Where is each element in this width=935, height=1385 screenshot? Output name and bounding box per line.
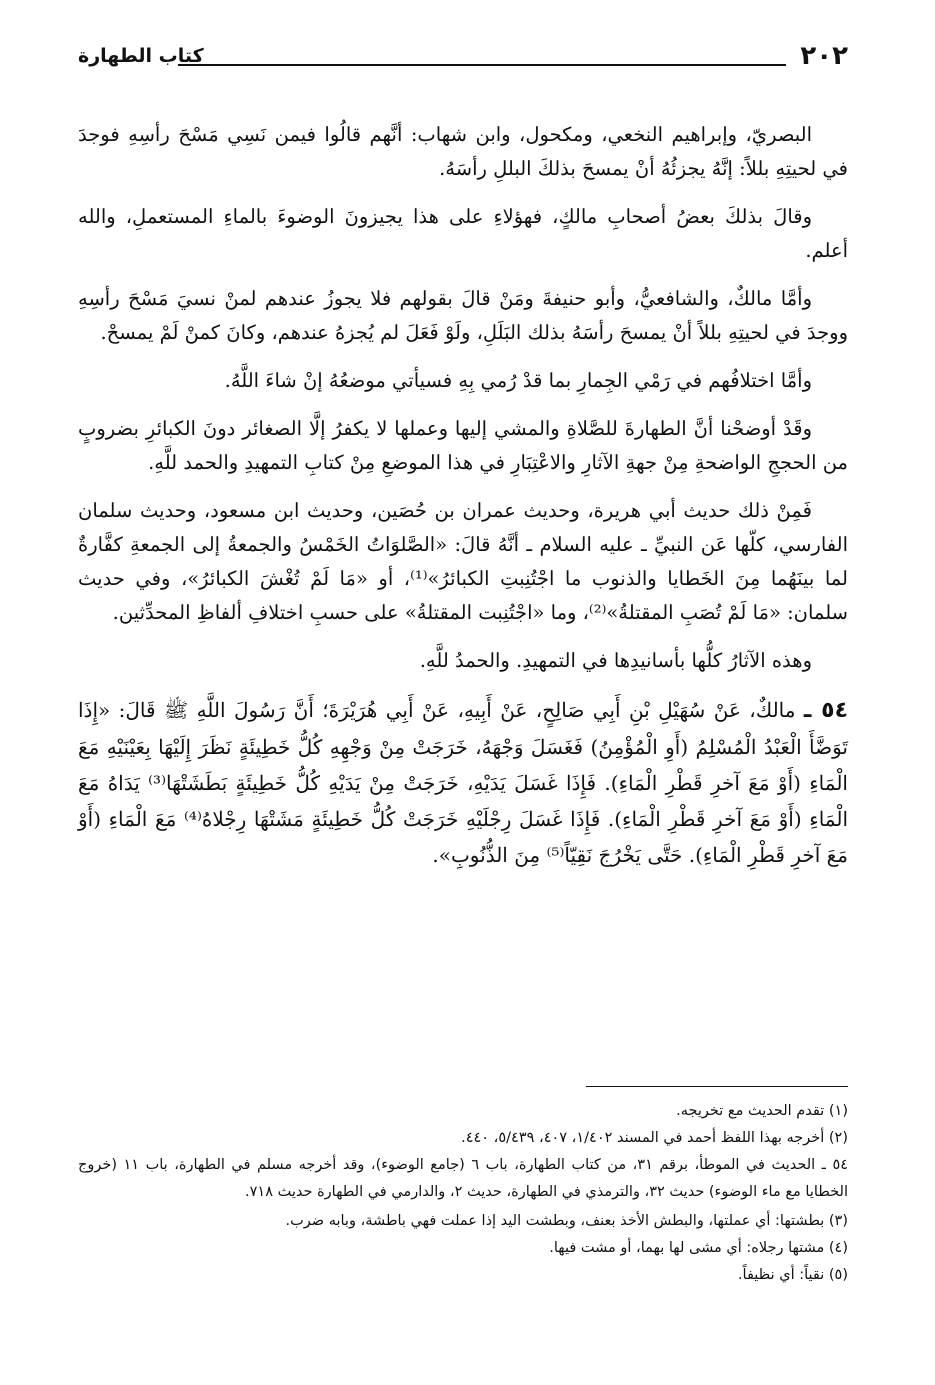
paragraph: فَمِنْ ذلك حديث أبي هريرة، وحديث عمران بن حُصَين، وحديث ابن مسعود، وحديث سلمان الفارسي، كلّها عَن النبيِّ ـ عليه السلام ـ أنَّهُ قالَ: «الصَّلوَاتُ الخَمْسُ والجمعةُ إلى الجمعةِ كفَّارةٌ لما بينَهُما مِنَ الخَطايا والذنوب ما اجْتُنِبتِ الكبائرُ»⁽¹⁾، أو «مَا لَمْ تُغْشَ الكبائرُ»، وفي حديث سلمان: «مَا لَمْ تُصَبِ المقتلةُ»⁽²⁾، وما «اجْتُنِبت المقتلةُ» على حسبِ اختلافِ ألفاظِ المحدِّثين. (78, 499, 848, 624)
footnote: (٢) أخرجه بهذا اللفظ أحمد في المسند ١/٤٠٢، ٤٠٧، ٥/٤٣٩، ٤٤٠. (461, 1130, 848, 1146)
paragraph: وقالَ بذلكَ بعضُ أصحابِ مالكٍ، فهؤلاءِ على هذا يجيزونَ الوضوءَ بالماءِ المستعملِ، والله أعلم. (78, 205, 848, 262)
footnote-separator (586, 1086, 848, 1087)
page-number: ٢٠٢ (800, 41, 848, 71)
hadith-number: ٥٤ ـ (803, 698, 849, 723)
footnote: (٥) نقياً: أي نظيفاً. (737, 1267, 848, 1283)
header-rule (178, 64, 786, 66)
paragraph: البصريّ، وإبراهيم النخعي، ومكحول، وابن شهاب: أنَّهم قالُوا فيمن نَسِي مَسْحَ رأسِهِ فوجدَ في لحيتِهِ بللاً: إنَّهُ يجزئُهُ أنْ يمسحَ بذلكَ البللِ رأسَهُ. (78, 123, 848, 180)
hadith-text: مالكٌ، عَنْ سُهَيْلِ بْنِ أَبِي صَالِحٍ، عَنْ أَبِيهِ، عَنْ أَبِي هُرَيْرَةَ؛ أَنَّ رَسُولَ اللَّهِ ﷺ قَالَ: «إِذَا تَوَضَّأَ الْعَبْدُ الْمُسْلِمُ (أَوِ الْمُؤْمِنُ) فَغَسَلَ وَجْهَهُ، خَرَجَتْ مِنْ وَجْهِهِ كُلُّ خَطِيئَةٍ نَظَرَ إِلَيْهَا بِعَيْنَيْهِ مَعَ الْمَاءِ (أَوْ مَعَ آخرِ قَطْرِ الْمَاءِ). فَإِذَا غَسَلَ يَدَيْهِ، خَرَجَتْ مِنْ يَدَيْهِ كُلُّ خَطِيئَةٍ بَطَشَتْهَا⁽³⁾ يَدَاهُ مَعَ الْمَاءِ (أَوْ مَعَ آخرِ قَطْرِ الْمَاءِ). فَإِذَا غَسَلَ رِجْلَيْهِ خَرَجَتْ كُلُّ خَطِيئَةٍ مَشَتْهَا رِجْلاهُ⁽⁴⁾ مَعَ الْمَاءِ (أَوْ مَعَ آخرِ قَطْرِ الْمَاءِ). حَتَّى يَخْرُجَ نَقِيّاً⁽⁵⁾ مِنَ الذُّنُوبِ». (78, 698, 849, 867)
footnote: (١) تقدم الحديث مع تخريجه. (676, 1103, 848, 1119)
page-header (78, 40, 848, 74)
paragraph: وقَدْ أوضحْنا أنَّ الطهارةَ للصَّلاةِ والمشي إليها وعملها لا يكفرُ إلَّا الصغائر دونَ الكبائرِ بضروبٍ من الحججِ الواضحةِ مِنْ جهةِ الآثارِ والاعْتِبَارِ في هذا الموضعِ مِنْ كتابِ التمهيدِ والحمد للَّهِ. (78, 417, 848, 474)
hadith-block (78, 692, 848, 873)
footnote: (٤) مشتها رجلاه: أي مشى لها بهما، أو مشت فيها. (549, 1240, 848, 1256)
footnote: ٥٤ ـ الحديث في الموطأ، برقم ٣١، من كتاب الطهارة، باب ٦ (جامع الوضوء)، وقد أخرجه مسلم في الطهارة، باب ١١ (خروج الخطايا مع ماء الوضوء) حديث ٣٢، والترمذي في الطهارة، حديث ٢، والدارمي في الطهارة حديث ٧١٨. (78, 1157, 849, 1200)
footnote: (٣) بطشتها: أي عملتها، والبطش الأخذ بعنف، وبطشت اليد إذا عملت فهي باطشة، وبابه ضرب. (285, 1213, 848, 1229)
paragraph: وأمَّا مالكٌ، والشافعيُّ، وأبو حنيفةَ ومَنْ قالَ بقولهم فلا يجوزُ عندهم لمنْ نسيَ مَسْحَ رأسِهِ ووجدَ في لحيتِهِ بللاً أنْ يمسحَ رأسَهُ بذلك البَلَلِ، ولَوْ فَعَلَ لم يُجزهُ عندهم، وكانَ كمنْ لَمْ يمسحْ. (78, 287, 848, 344)
paragraph: وهذه الآثارُ كلُّها بأسانيدِها في التمهيدِ. والحمدُ للَّهِ. (419, 649, 812, 672)
main-text (78, 118, 848, 887)
running-title: كتاب الطهارة (78, 45, 204, 67)
paragraph: وأمَّا اختلافُهم في رَمْي الجِمارِ بما قدْ رُمي بِهِ فسيأتي موضعُهُ إنْ شاءَ اللَّهُ. (224, 369, 812, 392)
footnotes (78, 1098, 848, 1289)
